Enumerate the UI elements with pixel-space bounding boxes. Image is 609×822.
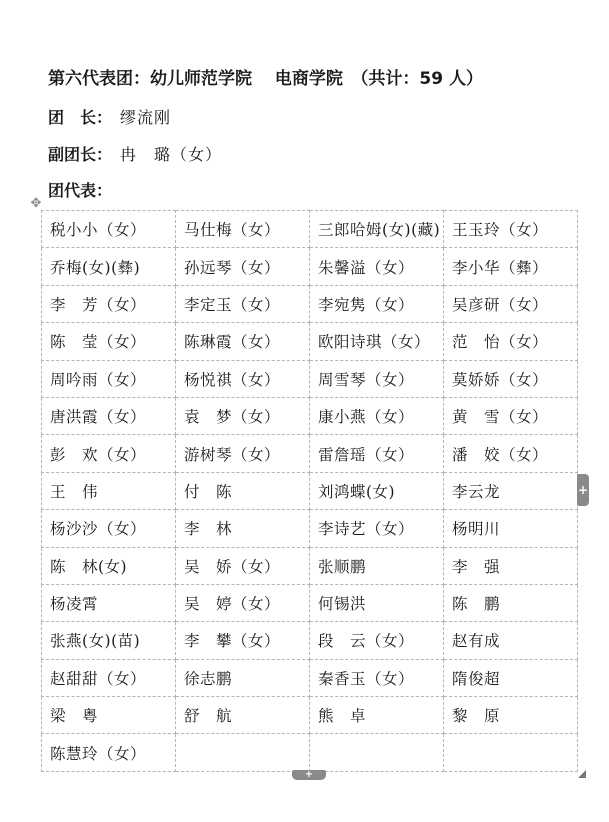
table-row [42, 323, 578, 360]
leader-name: 缪流刚 [120, 108, 172, 127]
table-cell[interactable]: 游树琴（女） [176, 435, 310, 472]
table-cell[interactable]: 马仕梅（女） [176, 211, 310, 248]
table-cell[interactable]: 李 攀（女） [176, 622, 310, 659]
representatives-label: 团代表： [48, 181, 113, 200]
leader-label: 团 长： [48, 108, 113, 127]
table-cell[interactable]: 袁 梦（女） [176, 397, 310, 434]
table-cell[interactable]: 付 陈 [176, 472, 310, 509]
table-cell[interactable]: 何锡洪 [310, 584, 444, 621]
table-cell[interactable]: 莫娇娇（女） [444, 360, 578, 397]
table-cell[interactable]: 张燕(女)(苗) [42, 622, 176, 659]
table-cell[interactable]: 王玉玲（女） [444, 211, 578, 248]
table-cell[interactable]: 唐洪霞（女） [42, 397, 176, 434]
table-cell[interactable]: 杨明川 [444, 510, 578, 547]
table-row [42, 211, 578, 248]
table-cell[interactable] [176, 734, 310, 771]
table-cell[interactable]: 吴彦研（女） [444, 285, 578, 322]
table-row [42, 622, 578, 659]
representatives-line [48, 178, 112, 201]
table-row [42, 285, 578, 322]
table-cell[interactable]: 刘鸿蝶(女) [310, 472, 444, 509]
leader-line [48, 105, 171, 128]
table-cell[interactable] [444, 734, 578, 771]
table-row [42, 248, 578, 285]
table-cell[interactable]: 吴 婷（女） [176, 584, 310, 621]
table-cell[interactable]: 欧阳诗琪（女） [310, 323, 444, 360]
table-cell[interactable]: 周吟雨（女） [42, 360, 176, 397]
table-row [42, 435, 578, 472]
table-row [42, 734, 578, 771]
table-cell[interactable]: 潘 姣（女） [444, 435, 578, 472]
deputy-name: 冉 璐（女） [120, 145, 223, 164]
table-cell[interactable]: 杨凌霄 [42, 584, 176, 621]
table-row [42, 472, 578, 509]
table-cell[interactable]: 王 伟 [42, 472, 176, 509]
table-cell[interactable]: 赵甜甜（女） [42, 659, 176, 696]
table-row [42, 360, 578, 397]
table-cell[interactable]: 陈 莹（女） [42, 323, 176, 360]
table-cell[interactable]: 孙远琴（女） [176, 248, 310, 285]
table-cell[interactable]: 乔梅(女)(彝) [42, 248, 176, 285]
table-cell[interactable]: 秦香玉（女） [310, 659, 444, 696]
table-move-handle-icon[interactable]: ✥ [30, 196, 42, 211]
table-cell[interactable]: 周雪琴（女） [310, 360, 444, 397]
table-cell[interactable]: 段 云（女） [310, 622, 444, 659]
table-cell[interactable]: 李诗艺（女） [310, 510, 444, 547]
table-cell[interactable]: 杨沙沙（女） [42, 510, 176, 547]
table-cell[interactable]: 李小华（彝） [444, 248, 578, 285]
deputy-label: 副团长： [48, 145, 113, 164]
table-cell[interactable]: 李 强 [444, 547, 578, 584]
table-cell[interactable]: 李云龙 [444, 472, 578, 509]
table-cell[interactable]: 康小燕（女） [310, 397, 444, 434]
table-cell[interactable]: 隋俊超 [444, 659, 578, 696]
document-title: 第六代表团：幼儿师范学院 电商学院 （共计：59 人） [48, 69, 483, 89]
table-row [42, 547, 578, 584]
table-cell[interactable]: 赵有成 [444, 622, 578, 659]
table-row [42, 659, 578, 696]
table-row [42, 510, 578, 547]
table-cell[interactable]: 李定玉（女） [176, 285, 310, 322]
table-cell[interactable]: 熊 卓 [310, 697, 444, 734]
table-row [42, 584, 578, 621]
table-row [42, 397, 578, 434]
add-column-button[interactable]: + [577, 474, 589, 506]
add-row-button[interactable]: + [292, 770, 326, 780]
table-cell[interactable]: 吴 娇（女） [176, 547, 310, 584]
table-resize-handle[interactable] [578, 770, 586, 778]
table-cell[interactable]: 黎 原 [444, 697, 578, 734]
table-cell[interactable]: 徐志鹏 [176, 659, 310, 696]
table-cell[interactable]: 张顺鹏 [310, 547, 444, 584]
table-cell[interactable]: 彭 欢（女） [42, 435, 176, 472]
table-cell[interactable]: 陈琳霞（女） [176, 323, 310, 360]
table-row [42, 697, 578, 734]
table-cell[interactable]: 陈 鹏 [444, 584, 578, 621]
table-cell[interactable] [310, 734, 444, 771]
deputy-line [48, 142, 222, 165]
table-cell[interactable]: 李 林 [176, 510, 310, 547]
table-cell[interactable]: 杨悦祺（女） [176, 360, 310, 397]
table-cell[interactable]: 税小小（女） [42, 211, 176, 248]
table-cell[interactable]: 雷詹瑶（女） [310, 435, 444, 472]
table-cell[interactable]: 李宛隽（女） [310, 285, 444, 322]
table-cell[interactable]: 梁 粤 [42, 697, 176, 734]
table-cell[interactable]: 陈 林(女) [42, 547, 176, 584]
table-cell[interactable]: 朱馨溢（女） [310, 248, 444, 285]
table-cell[interactable]: 李 芳（女） [42, 285, 176, 322]
table-cell[interactable]: 舒 航 [176, 697, 310, 734]
table-cell[interactable]: 范 怡（女） [444, 323, 578, 360]
table-cell[interactable]: 三郎哈姆(女)(藏) [310, 211, 444, 248]
representatives-table [41, 210, 578, 772]
table-cell[interactable]: 黄 雪（女） [444, 397, 578, 434]
table-cell[interactable]: 陈慧玲（女） [42, 734, 176, 771]
